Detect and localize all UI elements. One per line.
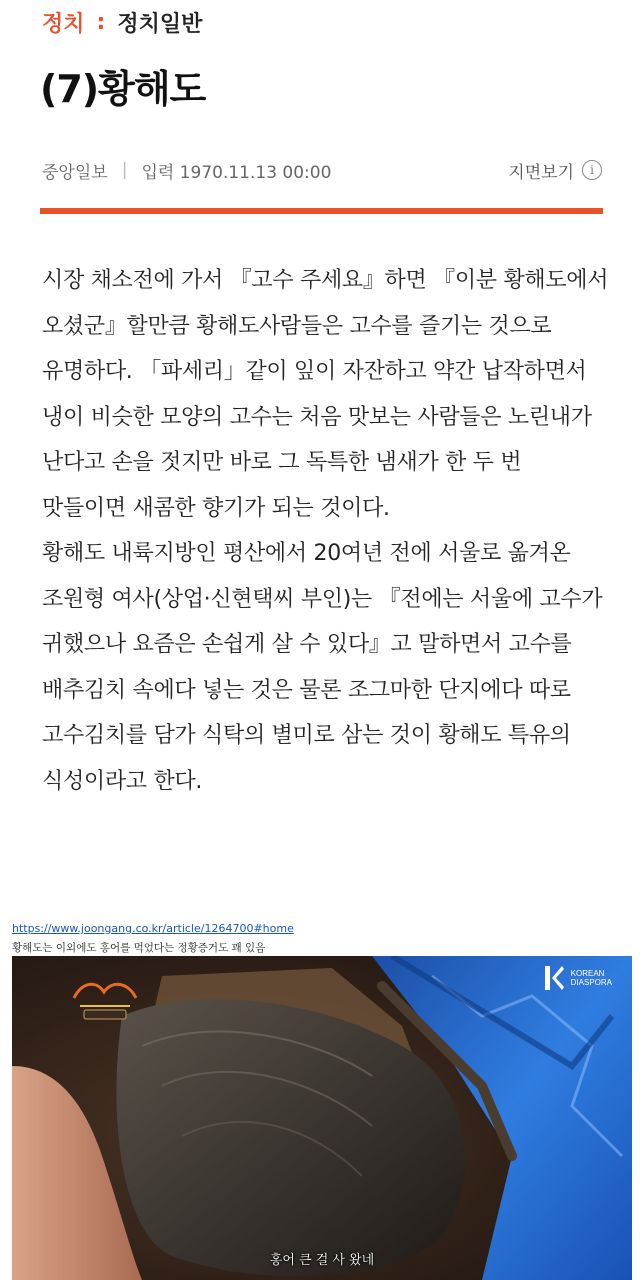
- show-logo: [70, 976, 140, 1022]
- article-body: [42, 258, 612, 804]
- breadcrumb-subcategory[interactable]: 정치일반: [117, 11, 203, 37]
- korean-diaspora-logo: [543, 964, 612, 992]
- publish-date: 입력 1970.11.13 00:00: [141, 162, 332, 183]
- page-view-button[interactable]: [508, 158, 602, 183]
- logo-text-line: DIASPORA: [570, 978, 612, 987]
- body-line: 고수김치를 담가 식탁의 별미로 삼는 것이 황해도 특유의: [42, 723, 571, 748]
- diaspora-logo-text: [571, 969, 612, 987]
- image-caption: 황해도는 이외에도 홍어를 먹었다는 정황증거도 꽤 있음: [12, 942, 266, 954]
- diaspora-mark-icon: [543, 964, 565, 992]
- source-link[interactable]: https://www.joongang.co.kr/article/1264700#home: [12, 922, 294, 935]
- breadcrumb-category[interactable]: 정치: [42, 11, 85, 37]
- body-line: 귀했으나 요즘은 손쉽게 살 수 있다』고 말하면서 고수를: [42, 632, 572, 657]
- breadcrumb-separator: :: [96, 9, 106, 35]
- logo-text-line: KOREAN: [570, 969, 605, 978]
- body-line: 식성이라고 한다.: [42, 768, 203, 794]
- body-line: 유명하다. 「파세리」같이 잎이 자잔하고 약간 납작하면서: [42, 359, 587, 384]
- meta-divider: |: [121, 160, 128, 180]
- page-view-label: 지면보기: [508, 162, 574, 183]
- header-divider: [40, 208, 603, 214]
- body-line: 조원형 여사(상업·신현택씨 부인)는 『전에는 서울에 고수가: [42, 586, 603, 612]
- breadcrumb: [42, 6, 202, 38]
- article-title: (7)황해도: [40, 67, 206, 111]
- info-icon[interactable]: i: [582, 160, 602, 180]
- body-line: 오셨군』할만큼 황해도사람들은 고수를 즐기는 것으로: [42, 313, 552, 339]
- body-line: 맛들이면 새콤한 향기가 되는 것이다.: [42, 495, 390, 521]
- body-line: 황해도 내륙지방인 평산에서 20여년 전에 서울로 옮겨온: [42, 541, 571, 566]
- body-line: 난다고 손을 젓지만 바로 그 독특한 냄새가 한 두 번: [42, 450, 522, 475]
- show-logo-graphic: [70, 976, 140, 1022]
- body-line: 시장 채소전에 가서 『고수 주세요』하면 『이분 황해도에서: [42, 268, 609, 293]
- source-link-container: [12, 922, 294, 936]
- video-frame-image: [12, 956, 632, 1280]
- body-line: 배추김치 속에다 넣는 것은 물론 조그마한 단지에다 따로: [42, 677, 571, 703]
- video-subtitle: 홍어 큰 걸 사 왔네: [269, 1253, 375, 1268]
- body-line: 냉이 비슷한 모양의 고수는 처음 맛보는 사람들은 노린내가: [42, 404, 592, 430]
- article-meta: [42, 156, 602, 184]
- publisher-name: 중앙일보: [42, 162, 108, 183]
